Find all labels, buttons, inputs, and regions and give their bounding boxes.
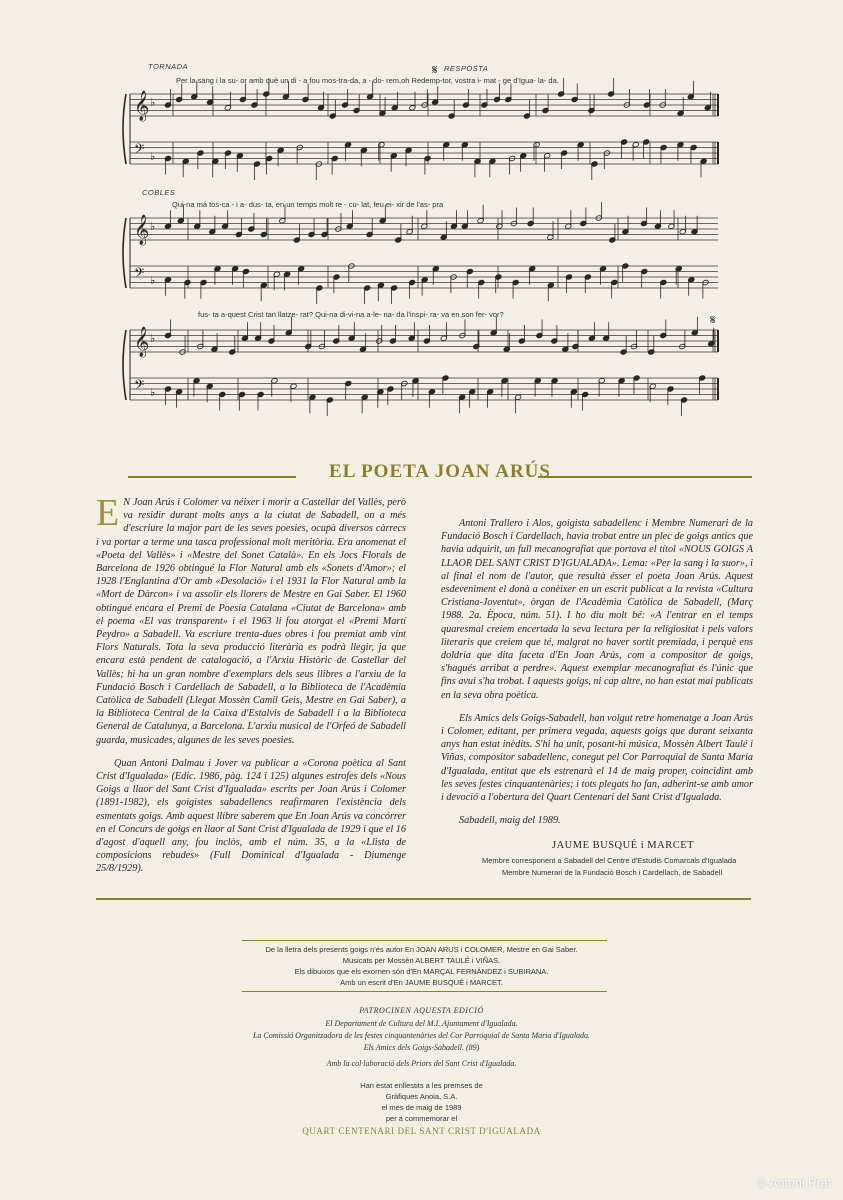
lyrics-line-3: fus- ta a-quest Crist tan llatze- rat? Qui-na di-vi-na a-le- na- da l'inspi- ra- va en son fer- vor? [198,310,504,319]
left-column [96,492,406,886]
music-score [118,58,730,438]
label-tornada: TORNADA [148,62,189,71]
system-brace [123,218,126,288]
credit-drawings: Els dibuixos que els exornen són d'En MARÇAL FERNÁNDEZ i SUBIRANA. [294,967,549,976]
key-flat-icon: ♭ [150,386,156,399]
left-paragraph-2: Quan Antoni Dalmau i Jover va publicar a «Corona poètica al Sant Crist d'Igualada» (Edic. 1986, pàg. 124 i 125) algunes estrofes dels «Nous Goigs a llaor del Sant Crist d'Igualada» escrits per Joan Arús i Colomer (1891-1982), els goigistes sabadellencs reafirmaren l'existència dels esmentats goigs. Amb aquest llibre saberem que En Joan Arús va concórrer en el Concurs de goigs en llaor al Sant Crist d'Igualada de 1929 i que el 16 d'agost d'aquell any, fou inclòs, amb el núm. 35, a la «Llista de composicions rebudes» (Full Dominical d'Igualada - Diumenge 25/8/1929). [96,757,406,875]
right-paragraph-1: Antoni Trallero i Alos, goigista sabadellenc i Membre Numerari de la Fundació Bosch i Cardellach, havia trobat entre un plec de goigs antics que havia adquirit, un full mecanografiat que portava el títol «NOUS GOIGS A LLAOR DEL SANT CRIST D'IGUALADA». Lema: «Per la sang i la suor», i al final el nom de l'autor, que resultà ésser el poeta Joan Arús. Aquest esdeveniment el donà a conèixer en un escrit publicat a la revista «Cultura Cristiana-Joventut», òrgan de l'Acadèmia Catòlica de Sabadell, (Març 1988. 2a. Època, núm. 51). I ho diu molt bé: «A l'entrar en el temps quaresmal creiem encertada la seva lectura per la religiositat i pels valors literaris que creiem que té, malgrat no haver sortit premiada, i perquè ens doldria que dita faceta d'En Joan Arús, com a compositor de goigs, s'hagués arribat a perdre». Aquest exemplar mecanografiat és l'únic que fins avui s'ha trobat. I aquests goigs, ni cap altre, no han estat mai publicats en la seva obra poètica. [441,518,753,701]
credit-author: De la lletra dels presents goigs n'és autor En JOAN ARUS i COLOMER, Mestre en Gai Saber. [265,945,578,954]
credits-rule-bottom [242,991,607,992]
printing-2: Gràfiques Anoia, S.A. [385,1092,458,1101]
lyrics-line-1: Per la sang i la su- or amb què un di - a fou mos-tra-da, a - do- rem,oh Redemp-tor, vostra i- mat - ge d'Igua- la- da. [176,76,559,85]
key-flat-icon: ♭ [150,220,156,233]
signature-line-2: Membre Numerari de la Fundació Bosch i Cardellach, de Sabadell [502,868,723,877]
key-flat-icon: ♭ [150,96,156,109]
printing-1: Han estat enllestits a les premses de [360,1081,483,1090]
system-brace [123,330,126,400]
place-date: Sabadell, maig del 1989. [459,815,561,827]
label-resposta: RESPOSTA [444,64,489,73]
treble-clef-icon: 𝄞 [134,327,150,357]
credits-rule-top [242,940,607,941]
bass-clef-icon: 𝄢 [134,141,145,160]
main-divider [96,898,751,900]
copyright-watermark: © Antoni Prat [757,1176,831,1190]
signature-name: JAUME BUSQUÉ i MARCET [552,840,695,851]
signature-line-1: Membre corresponent a Sabadell del Centre d'Estudis Comarcals d'Igualada [482,856,737,865]
left-paragraph-1-text: N Joan Arús i Colomer va néixer i morir a Castellar del Vallès, però va residir durant molts anys a la ciutat de Sabadell, on a més d'escriure la major part de les seves poesies, ocupà diversos càrrecs i va portar a terme una tasca professional molt meritòria. Era anomenat el «Poeta del Vallès» i «Mestre del Sonet Català». En els Jocs Florals de Barcelona de 1926 obtingué la Flor Natural amb els «Sonets d'Amor»; el 1928 l'Englantina d'Or amb «Desolació» i el 1931 la Flor Natural amb la «Mort de Dàrcon» i va assolir els llorers de Mestre en Gai Saber. El 1960 obtingué encara el Premi de Poesia Catalana «Ciutat de Barcelona» amb el poema «El vas transparent» i el 1963 li fou atorgat el «Premi Martí Peydro» a Sabadell. Va escriure trenta-dues obres i fou premiat amb vint Flors Naturals. Tota la seva producció literària es podrà llegir, ja que encara està pendent de catalogació, a l'Arxiu Històric de Castellar del Vallès; hi ha un gran nombre d'exemplars dels seus llibres a l'arxiu de la Fundació Bosch i Cardellach de Sabadell, a la Biblioteca de l'Acadèmia Catòlica de Sabadell (Llegat Mossèn Camil Geis, Mestre en Gai Saber), a la Biblioteca Central de la Caixa d'Estalvis de Sabadell i a la Biblioteca General de Catalunya, a Barcelona. L'arxiu musical de l'Orfeó de Sabadell guarda, musicades, algunes de les seves poesies. [96,497,406,746]
label-cobles: COBLES [142,188,176,197]
key-flat-icon: ♭ [150,332,156,345]
credit-music: Musicats per Mossèn ALBERT TAULÉ i VIÑAS. [342,956,501,965]
left-paragraph-1 [96,492,406,747]
bass-clef-icon: 𝄢 [134,265,145,284]
key-flat-icon: ♭ [150,274,156,287]
patron-title: PATROCINEN AQUESTA EDICIÓ [359,1006,484,1015]
drop-cap: E [96,492,120,534]
patron-3: Els Amics dels Goigs-Sabadell. (89) [363,1043,480,1052]
lyrics-line-2: Qui-na má tos-ca - i a- dus- ta, en un temps molt re - cu- lat, feu ei- xir de l'as- pra [172,200,444,209]
system-brace [123,94,126,164]
treble-clef-icon: 𝄞 [134,91,150,121]
treble-clef-icon: 𝄞 [134,215,150,245]
credit-writing: Amb un escrit d'En JAUME BUSQUÉ i MARCET. [340,978,503,987]
printing-4: per a commemorar el [385,1114,458,1123]
right-column [441,517,753,837]
centenary-title: QUART CENTENARI DEL SANT CRIST D'IGUALADA [302,1126,541,1136]
right-paragraph-2: Els Amics dels Goigs-Sabadell, han volgut retre homenatge a Joan Arús i Colomer, editant, per primera vegada, aquests goigs que durant seixanta anys han estat inèdits. S'hi ha unit, posant-hi música, Mossèn Albert Taulé i Viñas, compositor sabadellenc, conegut pel Cor Parroquial de Santa Maria d'Igualada, entitat que els estrenarà el 14 de maig proper, coincidint amb les seves festes cinquantenàries; i tots plegats ho fan, adherint-se amb amor i devoció a l'obertura del Quart Centenari del Sant Crist d'Igualada. [441,712,753,804]
collaboration: Amb la col·laboració dels Priors del Sant Crist d'Igualada. [326,1059,517,1068]
patron-1: El Departament de Cultura del M.I. Ajuntament d'Igualada. [325,1019,518,1028]
score-staves [118,58,730,438]
key-flat-icon: ♭ [150,150,156,163]
printing-3: el mes de maig de 1989 [381,1103,462,1112]
section-title-row [128,460,752,488]
segno-icon: 𝄋 [432,62,438,77]
patron-2: La Comissió Organitzadora de les festes cinquantenàries del Cor Parroquial de Santa Maria d'Igualada. [252,1031,591,1040]
bass-clef-icon: 𝄢 [134,377,145,396]
section-title: EL POETA JOAN ARÚS [329,461,551,482]
segno-end-icon: 𝄋 [710,312,716,327]
